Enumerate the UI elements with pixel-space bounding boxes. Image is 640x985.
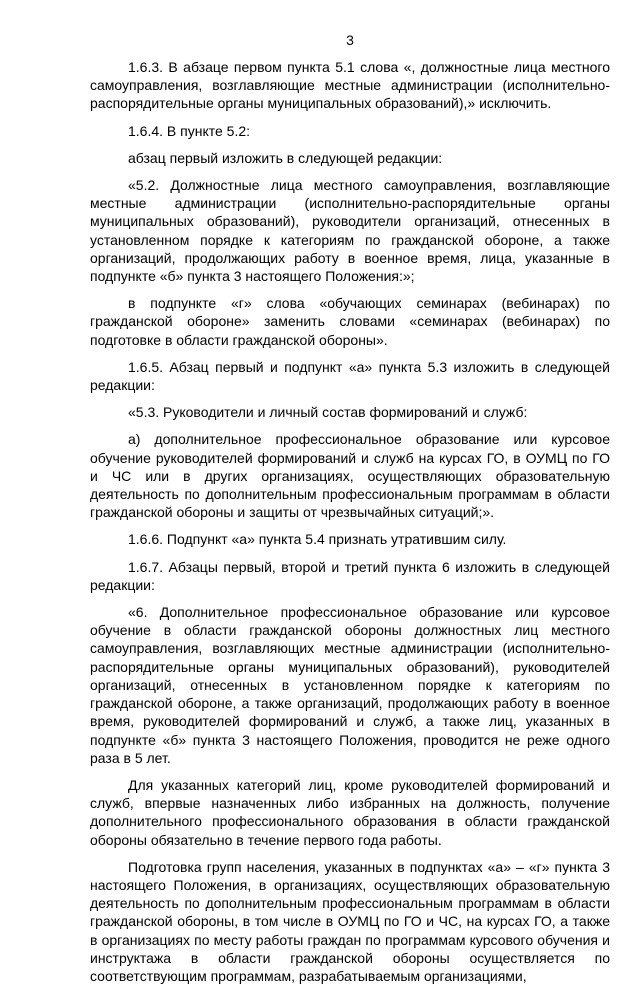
paragraph-first-abzac: абзац первый изложить в следующей редакции:	[128, 149, 443, 166]
paragraph-5-3-quote: «5.3. Руководители и личный состав формирований и служб:	[128, 404, 528, 421]
document-body	[90, 58, 610, 985]
paragraph-1-6-4: 1.6.4. В пункте 5.2:	[128, 122, 251, 139]
paragraph-6-quote: «6. Дополнительное профессиональное образование или курсовое обучение в области гражданской обороны должностных лиц местного самоуправления, возглавляющих местные администрации (исполнительно-распорядительные органы муниципальных образований), руководителей организаций, отнесенных в установленном порядке к категориям по гражданской обороне, а также организаций, продолжающих работу в военное время, руководителей формирований и служб, а также лиц, указанных в подпункте «б» пункта 3 настоящего Положения, проводится не реже одного раза в 5 лет.	[90, 604, 610, 766]
paragraph-1-6-7: 1.6.7. Абзацы первый, второй и третий пункта 6 изложить в следующей редакции:	[90, 558, 610, 593]
paragraph-subpoint-g: в подпункте «г» слова «обучающих семинарах (вебинарах) по гражданской обороне» заменить словами «семинарах (вебинарах) по подготовке в области гражданской обороны».	[90, 295, 610, 348]
paragraph-population-groups: Подготовка групп населения, указанных в подпунктах «а» – «г» пункта 3 настоящего Положения, в организациях, осуществляющих образовательную деятельность по дополнительным профессиональным программам в области гражданской обороны, в том числе в ОУМЦ по ГО и ЧС, на курсах ГО, а также в организациях по месту работы граждан по программам курсового обучения и инструктажа в области гражданской обороны осуществляется по соответствующим программам, разрабатываемым организациями,	[90, 858, 610, 984]
paragraph-1-6-5: 1.6.5. Абзац первый и подпункт «а» пункта 5.3 изложить в следующей редакции:	[90, 358, 610, 394]
paragraph-1-6-3: 1.6.3. В абзаце первом пункта 5.1 слова «, должностные лица местного самоуправления, возглавляющие местные администрации (исполнительно-распорядительные органы муниципальных образований),» исключить.	[90, 59, 610, 112]
paragraph-subpoint-a: а) дополнительное профессиональное образование или курсовое обучение руководителей формирований и служб на курсах ГО, в ОУМЦ по ГО и ЧС или в других организациях, осуществляющих образовательную деятельность по дополнительным профессиональным программам в области гражданской обороны и защиты от чрезвычайных ситуаций;».	[90, 431, 610, 521]
paragraph-categories: Для указанных категорий лиц, кроме руководителей формирований и служб, впервые назначенных либо избранных на должность, получение дополнительного профессионального образования в области гражданской обороны обязательно в течение первого года работы.	[90, 776, 610, 848]
paragraph-1-6-6: 1.6.6. Подпункт «а» пункта 5.4 признать утратившим силу.	[128, 531, 507, 548]
paragraph-5-2-quote: «5.2. Должностные лица местного самоуправления, возглавляющие местные администрации (исполнительно-распорядительные органы муниципальных образований), руководители организаций, отнесенных в установленном порядке к категориям по гражданской обороне, а также организаций, продолжающих работу в военное время, лица, указанные в подпункте «б» пункта 3 настоящего Положения:»;	[90, 177, 610, 285]
page-number: 3	[346, 32, 354, 48]
